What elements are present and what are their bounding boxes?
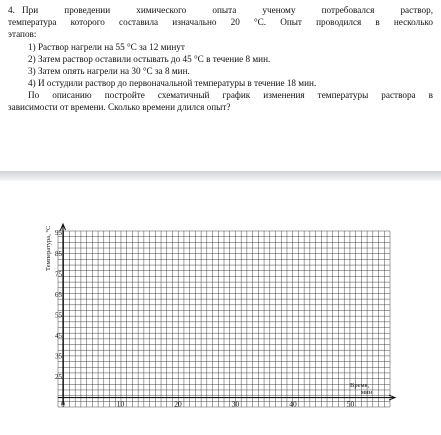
x-axis-label-line-2: мин bbox=[361, 389, 373, 396]
step-1: 1) Раствор нагрели на 55 °С за 12 минут bbox=[28, 42, 185, 52]
x-axis-label-line-1: Время, bbox=[350, 382, 370, 389]
x-tick-label: 0 bbox=[61, 399, 65, 409]
problem-line-1: 4. При проведении химического опыта ученому потребовался раствор, bbox=[8, 5, 433, 15]
y-tick-label: 85 bbox=[55, 249, 62, 258]
y-tick-label: 95 bbox=[55, 229, 62, 238]
problem-line-3: этапов: bbox=[8, 29, 37, 39]
y-tick-label: 35 bbox=[55, 352, 62, 361]
problem-number: 4. bbox=[8, 5, 15, 15]
y-tick-label: 55 bbox=[55, 311, 62, 320]
axes bbox=[58, 224, 395, 405]
problem-line-2: температура которого составила изначально 20 °С. Опыт проводился в несколько bbox=[8, 17, 433, 27]
y-tick-label: 65 bbox=[55, 290, 62, 299]
step-2: 2) Затем раствор оставили остывать до 45 °С в течение 8 мин. bbox=[28, 54, 271, 64]
grid-lines bbox=[58, 231, 390, 407]
y-tick-labels bbox=[55, 229, 63, 381]
grid-chart bbox=[0, 181, 441, 435]
x-tick-label: 30 bbox=[231, 399, 240, 409]
y-tick-label: 75 bbox=[55, 270, 62, 279]
x-tick-label: 50 bbox=[346, 399, 355, 409]
y-axis-label: Температура, °С bbox=[45, 225, 52, 271]
step-4: 4) И остудили раствор до первоначальной температуры в течение 18 мин. bbox=[28, 78, 317, 88]
x-tick-label: 40 bbox=[289, 399, 297, 409]
x-tick-label: 10 bbox=[116, 399, 125, 409]
y-tick-label: 25 bbox=[55, 373, 62, 382]
x-tick-label: 20 bbox=[174, 399, 182, 409]
step-3: 3) Затем опять нагрели на 30 °С за 8 мин. bbox=[28, 66, 190, 76]
question-line-2: зависимости от времени. Сколько времени длился опыт? bbox=[8, 102, 231, 112]
grid-svg bbox=[0, 181, 441, 435]
question-line-1: По описанию постройте схематичный график изменения температуры раствора в bbox=[28, 90, 433, 100]
page-separator bbox=[0, 171, 441, 181]
y-tick-label: 45 bbox=[55, 332, 62, 341]
problem-text bbox=[0, 0, 441, 171]
